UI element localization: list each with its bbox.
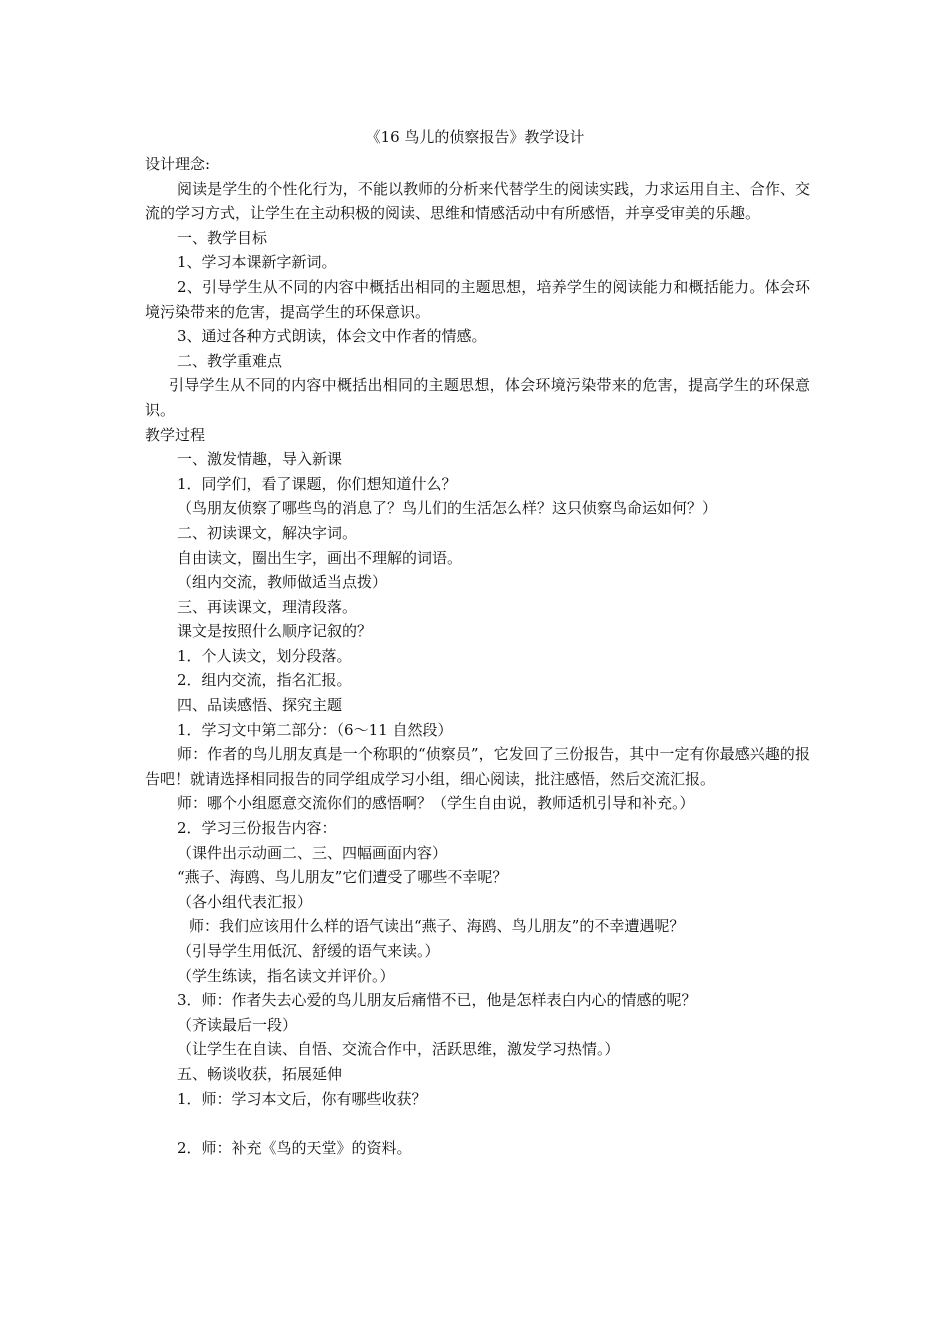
paragraph: 一、教学目标 [177,228,268,247]
paragraph: 1．同学们，看了课题，你们想知道什么？ [177,474,457,493]
paragraph: （各小组代表汇报） [177,892,313,911]
blank-line [145,1111,810,1136]
paragraph: 师：我们应该用什么样的语气读出“燕子、海鸥、鸟儿朋友”的不幸遭遇呢？ [189,917,685,936]
paragraph: 教学过程 [145,425,206,444]
paragraph: 课文是按照什么顺序记叙的？ [177,622,373,641]
paragraph: 引导学生从不同的内容中概括出相同的主题思想，体会环境污染带来的危害，提高学生的环保意识。 [145,376,810,419]
paragraph: 3、通过各种方式朗读，体会文中作者的情感。 [177,327,487,346]
paragraph: 一、激发情趣，导入新课 [177,450,343,469]
paragraph: 1、学习本课新字新词。 [177,253,337,272]
paragraph: 自由读文，圈出生字，画出不理解的词语。 [177,548,463,567]
paragraph: 1．学习文中第二部分：（6～11 自然段） [177,720,453,739]
paragraph: （鸟朋友侦察了哪些鸟的消息了？鸟儿们的生活怎么样？这只侦察鸟命运如何？） [177,499,718,518]
paragraph: （组内交流，教师做适当点拨） [177,573,388,592]
paragraph: 设计理念: [145,155,211,173]
paragraph: 2．学习三份报告内容： [177,819,337,838]
paragraph: （齐读最后一段） [177,1015,298,1034]
paragraph: （让学生在自读、自悟、交流合作中，活跃思维，激发学习热情。） [177,1040,620,1059]
paragraph: 二、教学重难点 [177,351,283,370]
paragraph: 四、品读感悟、探究主题 [177,696,343,715]
paragraph: “燕子、海鸥、鸟儿朋友”它们遭受了哪些不幸呢？ [177,868,508,887]
paragraph: 2．师：补充《鸟的天堂》的资料。 [177,1138,412,1157]
paragraph: 阅读是学生的个性化行为，不能以教师的分析来代替学生的阅读实践，力求运用自主、合作、交流的学习方式，让学生在主动积极的阅读、思维和情感活动中有所感悟，并享受审美的乐趣。 [145,179,810,223]
paragraph: 2．组内交流，指名汇报。 [177,671,352,690]
paragraph: 三、再读课文，理清段落。 [177,597,358,616]
paragraph: 二、初读课文，解决字词。 [177,523,358,542]
paragraph: 师：哪个小组愿意交流你们的感悟啊？（学生自由说，教师适机引导和补充。） [177,794,695,813]
paragraph: 1．师：学习本文后，你有哪些收获？ [177,1089,427,1108]
paragraph: （引导学生用低沉、舒缓的语气来读。） [177,942,440,960]
paragraph: 2、引导学生从不同的内容中概括出相同的主题思想，培养学生的阅读能力和概括能力。体会环境污染带来的危害，提高学生的环保意识。 [145,277,810,321]
paragraph: 五、畅谈收获，拓展延伸 [177,1064,343,1083]
paragraph: （课件出示动画二、三、四幅画面内容） [177,843,448,862]
paragraph: 1．个人读文，划分段落。 [177,646,352,665]
document-body [145,152,810,1160]
paragraph: 师：作者的鸟儿朋友真是一个称职的“侦察员”，它发回了三份报告，其中一定有你最感兴趣的报告吧！就请选择相同报告的同学组成学习小组，细心阅读，批注感悟，然后交流汇报。 [145,745,810,788]
paragraph: 3．师：作者失去心爱的鸟儿朋友后痛惜不已，他是怎样表白内心的情感的呢？ [177,991,697,1010]
document-title: 《16 鸟儿的侦察报告》教学设计 [365,128,585,146]
paragraph: （学生练读，指名读文并评价。） [177,966,395,985]
